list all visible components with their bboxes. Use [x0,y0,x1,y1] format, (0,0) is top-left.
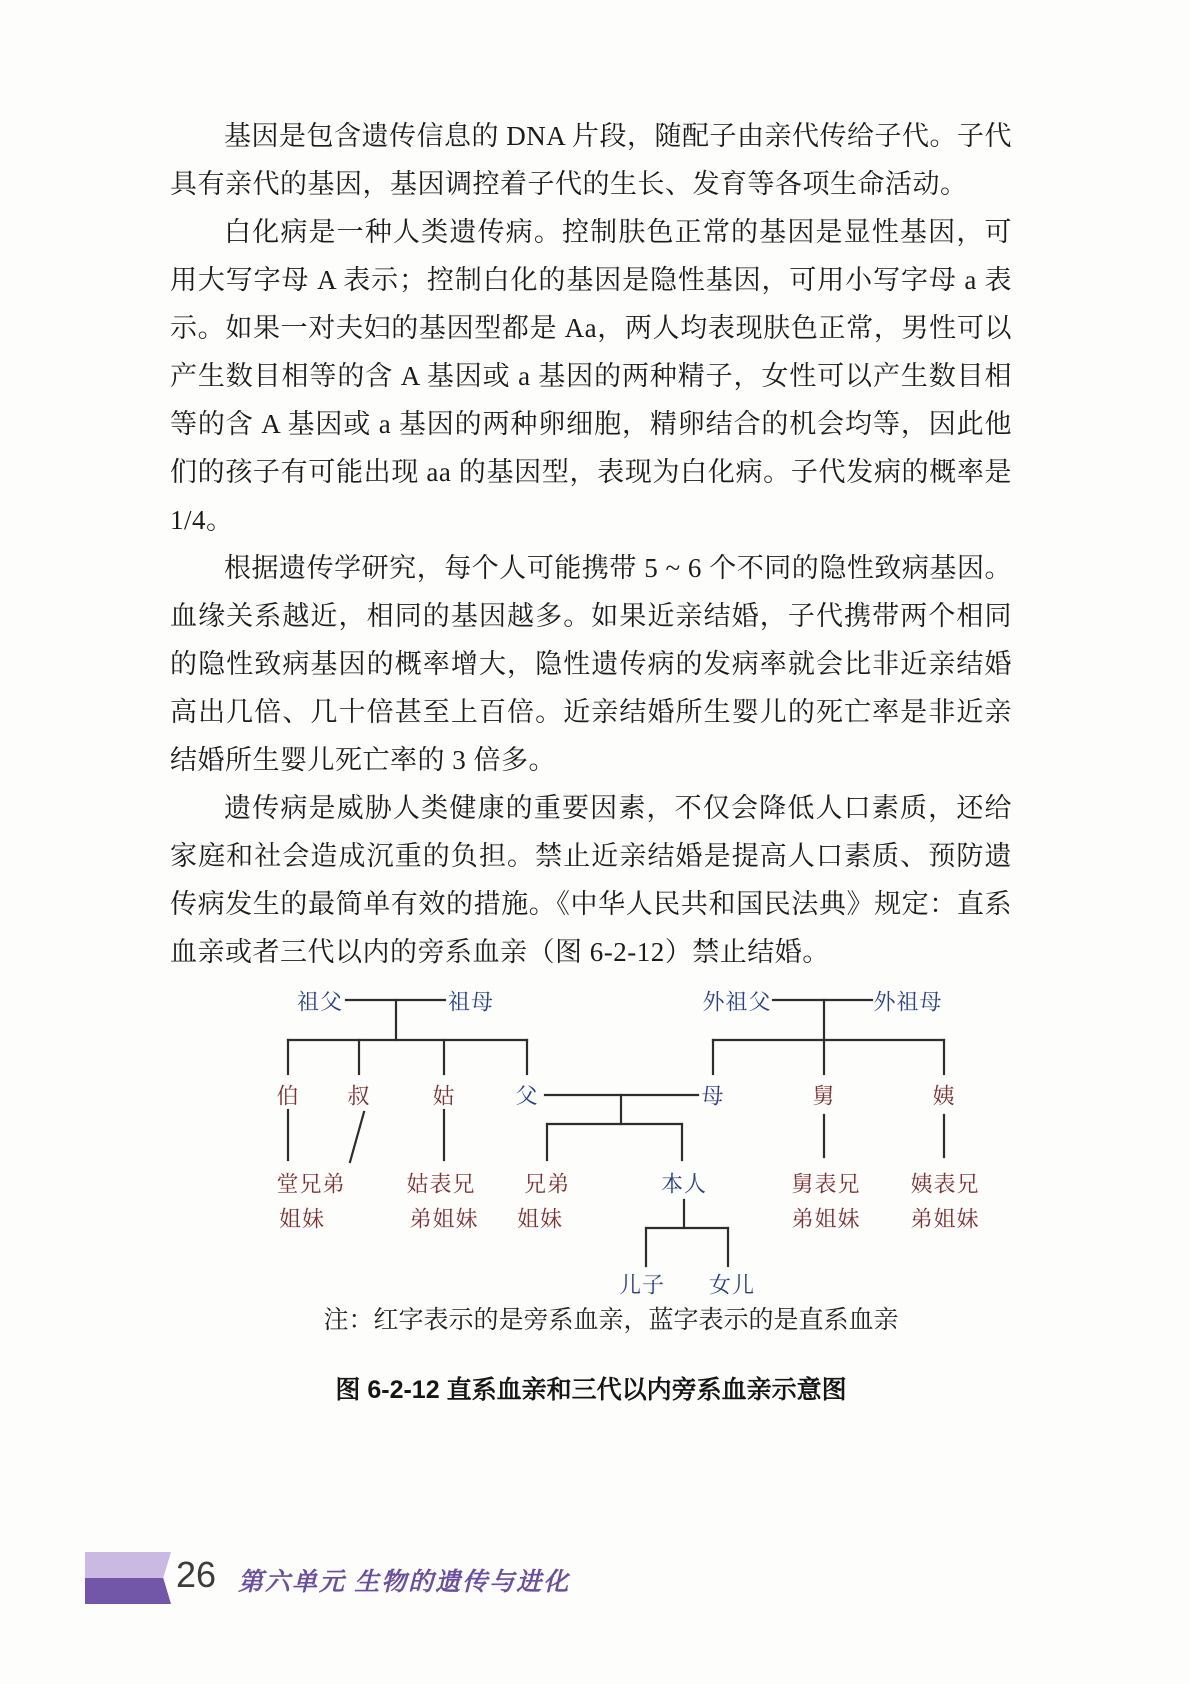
node-mother: 母 [701,1083,725,1109]
node-paternal-cousins-line2: 姐妹 [278,1206,326,1232]
node-paternal-cousins-line1: 堂兄弟 [276,1171,346,1197]
node-siblings-line2: 姐妹 [516,1206,564,1232]
page-number: 26 [176,1554,217,1595]
family-tree-diagram [230,952,990,1302]
node-uncle-younger: 叔 [347,1083,371,1109]
node-yi-cousins-line1: 姨表兄 [910,1171,980,1197]
paragraph-albinism: 白化病是一种人类遗传病。控制肤色正常的基因是显性基因，可用大写字母 A 表示；控制白化的基因是隐性基因，可用小写字母 a 表示。如果一对夫妇的基因型都是 Aa，两人均表现肤色正常，男性可以产生数目相等的含 A 基因或 a 基因的两种精子，女性可以产生数目相等的含 A 基因或 a 基因的两种卵细胞，精卵结合的机会均等，因此他们的孩子有可能出现 aa 的基因型，表现为白化病。子代发病的概率是 1/4。 [170,217,1012,535]
node-grandfather: 祖父 [296,989,344,1015]
node-yi-cousins-line2: 弟姐妹 [910,1206,980,1232]
node-self: 本人 [660,1171,708,1197]
paragraph-genes: 基因是包含遗传信息的 DNA 片段，随配子由亲代传给子代。子代具有亲代的基因，基因调控着子代的生长、发育等各项生命活动。 [170,121,1013,199]
node-jiu-cousins-line2: 弟姐妹 [791,1206,861,1232]
node-jiu-cousins-line1: 舅表兄 [791,1171,861,1197]
diagram-note: 注：红字表示的是旁系血亲，蓝字表示的是直系血亲 [323,1306,899,1334]
node-gu-cousins-line2: 弟姐妹 [409,1206,479,1232]
node-aunt-maternal: 姨 [932,1083,956,1109]
node-uncle-maternal: 舅 [812,1083,836,1109]
node-maternal-grandmother: 外祖母 [873,989,943,1015]
footer-ribbon-dark-band [85,1578,171,1604]
node-grandmother: 祖母 [447,989,495,1015]
node-father: 父 [515,1083,539,1109]
node-son: 儿子 [618,1272,666,1298]
footer-ribbon [85,1552,171,1604]
node-siblings-line1: 兄弟 [523,1171,571,1197]
unit-title: 第六单元 生物的遗传与进化 [238,1569,571,1596]
node-maternal-grandfather: 外祖父 [702,989,772,1015]
node-gu-cousins-line1: 姑表兄 [406,1171,476,1197]
figure-caption: 图 6-2-12 直系血亲和三代以内旁系血亲示意图 [335,1376,847,1404]
paragraph-recessive-genes: 根据遗传学研究，每个人可能携带 5 ~ 6 个不同的隐性致病基因。血缘关系越近，相同的基因越多。如果近亲结婚，子代携带两个相同的隐性致病基因的概率增大，隐性遗传病的发病率就会比非近亲结婚高出几倍、几十倍甚至上百倍。近亲结婚所生婴儿的死亡率是非近亲结婚所生婴儿死亡率的 3 倍多。 [170,553,1012,775]
paragraph-marriage-law: 遗传病是威胁人类健康的重要因素，不仅会降低人口素质，还给家庭和社会造成沉重的负担。禁止近亲结婚是提高人口素质、预防遗传病发生的最简单有效的措施。《中华人民共和国民法典》规定：直系血亲或者三代以内的旁系血亲（图 6-2-12）禁止结婚。 [170,793,1012,967]
body-text [170,112,1012,976]
node-uncle-elder: 伯 [276,1083,300,1109]
node-aunt-paternal: 姑 [432,1083,456,1109]
footer-ribbon-light-band [85,1552,171,1578]
node-daughter: 女儿 [708,1272,756,1298]
